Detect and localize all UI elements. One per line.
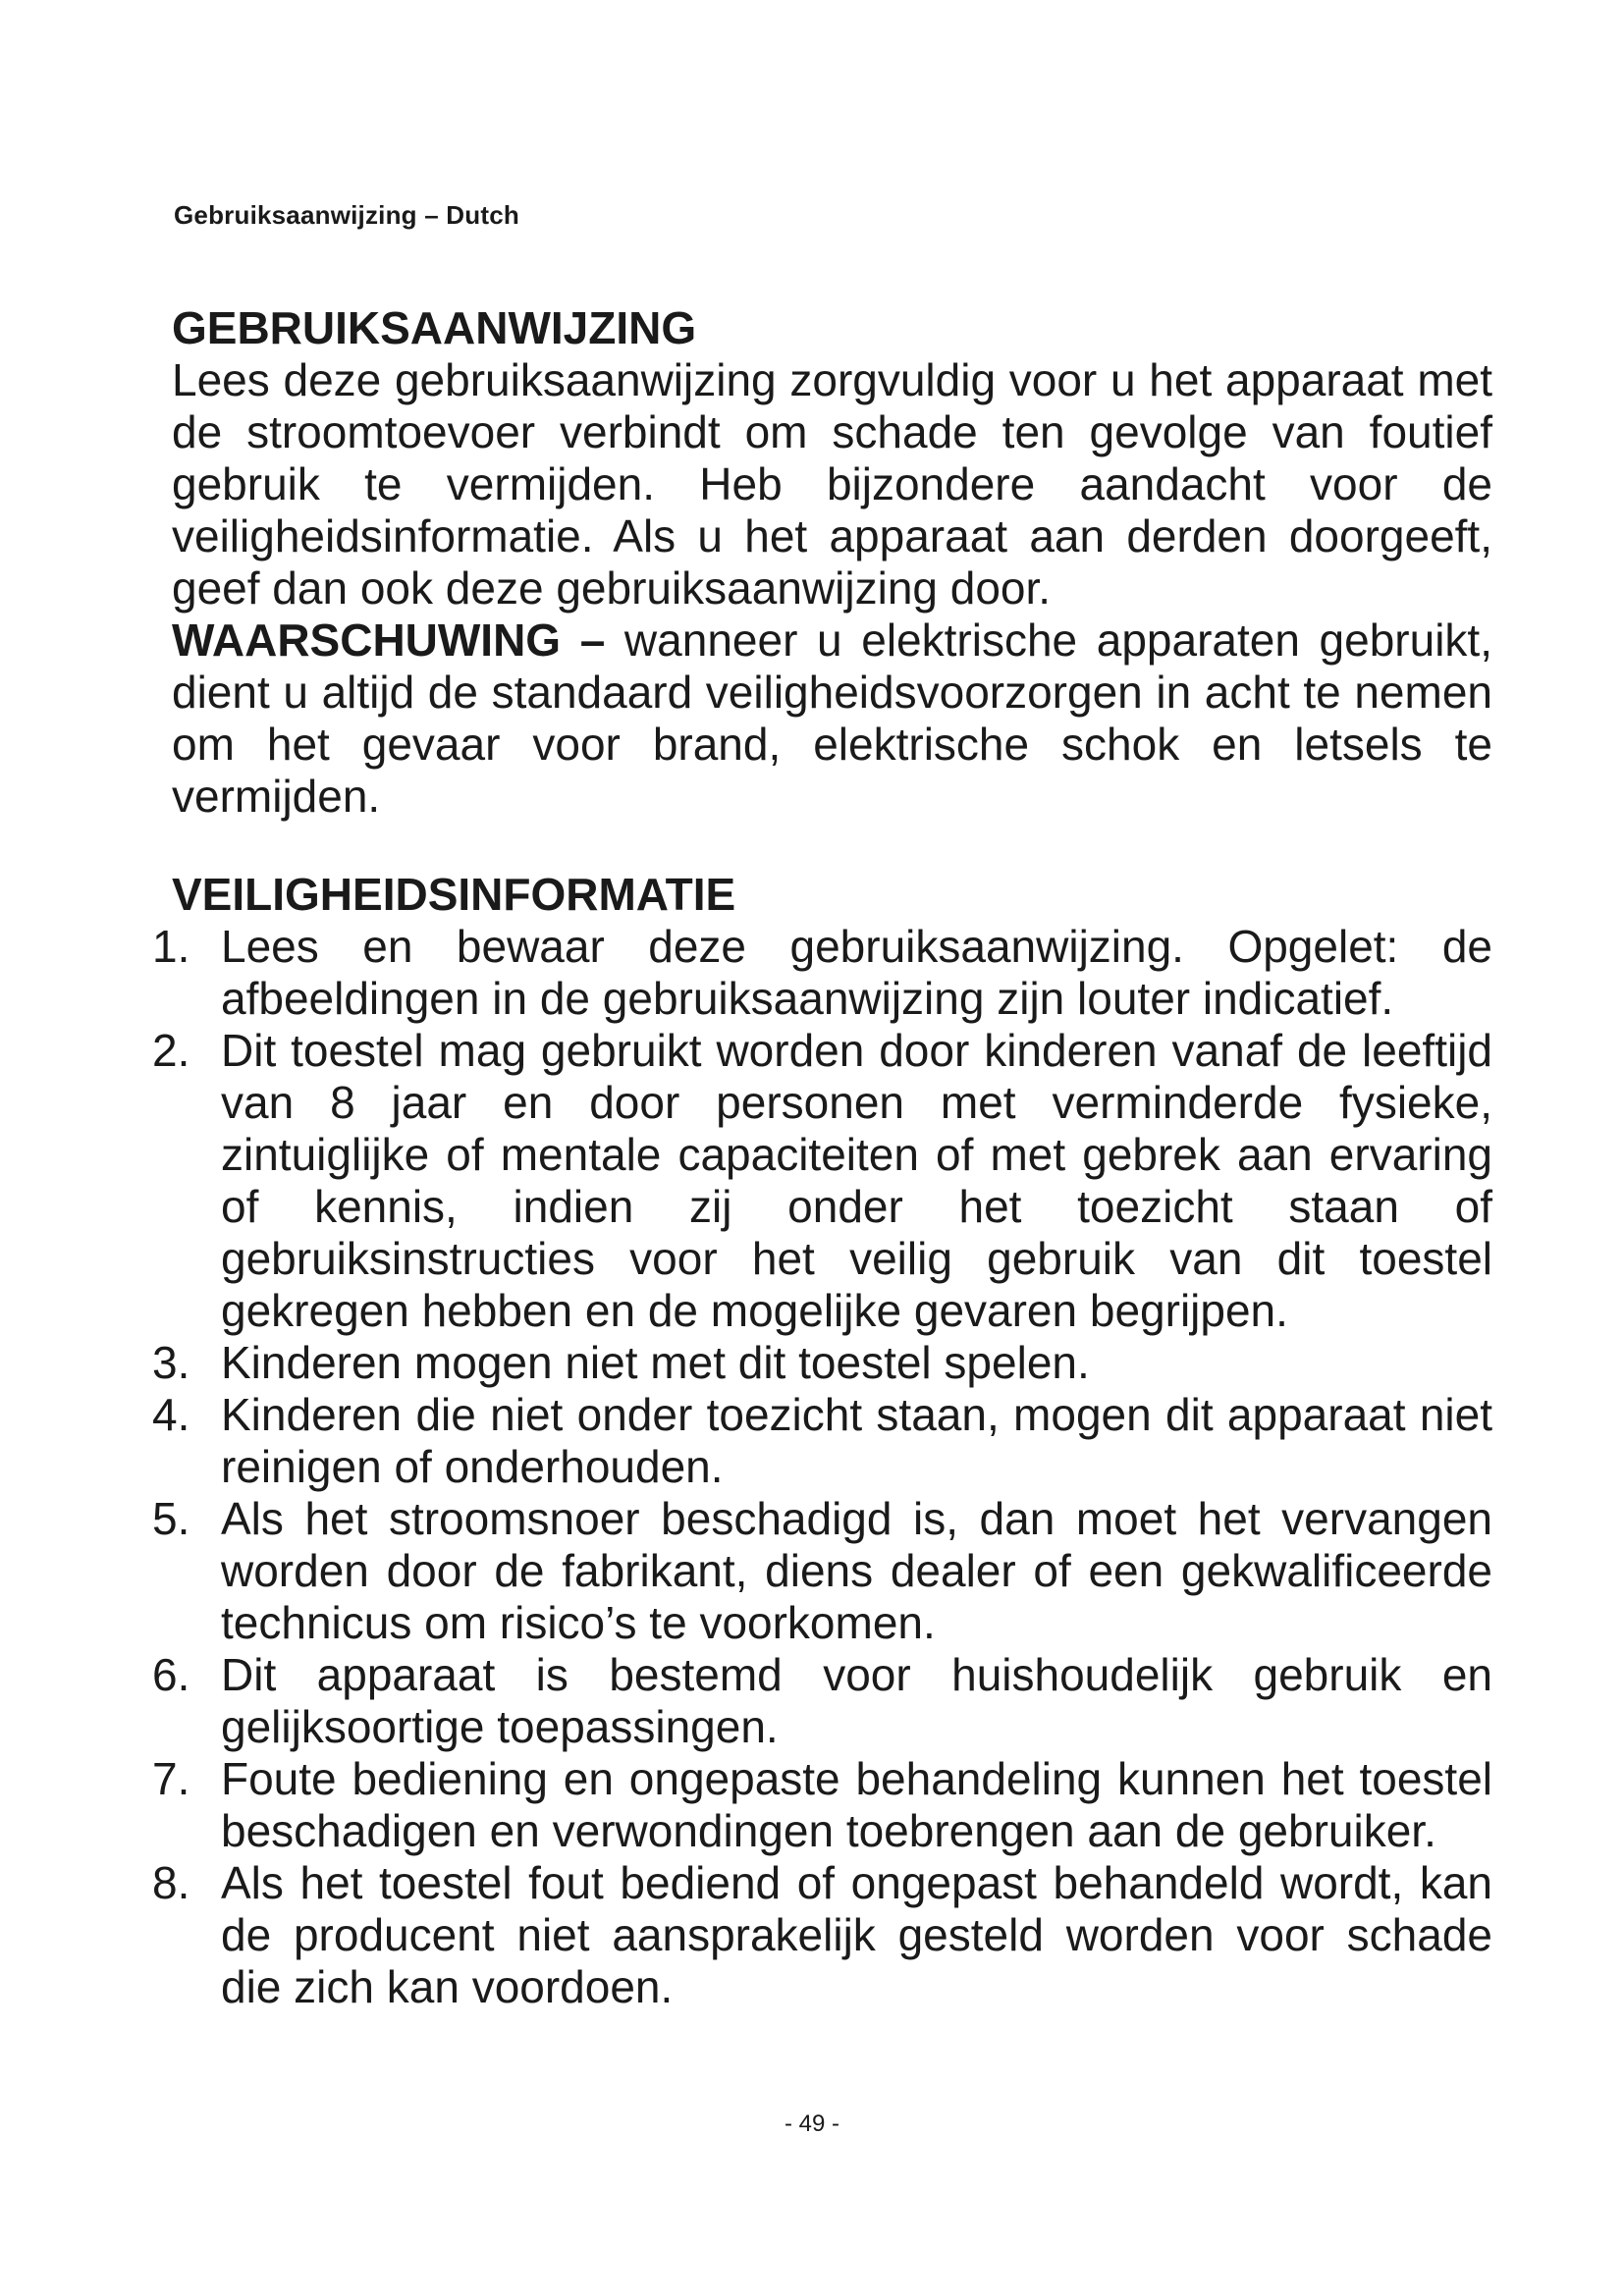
- list-item-text: Dit toestel mag gebruikt worden door kinderen vanaf de leeftijd van 8 jaar en door personen met verminderde fysieke, zintuiglijke of mentale capaciteiten of met gebrek aan ervaring of kennis, indien zij onder het toezicht staan of gebruiksinstructies voor het veilig gebruik van dit toestel gekregen hebben en de mogelijke gevaren begrijpen.: [221, 1025, 1492, 1336]
- list-item-number: 8.: [152, 1857, 190, 1908]
- list-item-text: Als het toestel fout bediend of ongepast behandeld wordt, kan de producent niet aansprakelijk gesteld worden voor schade die zich kan voordoen.: [221, 1857, 1492, 2012]
- list-item: [152, 1337, 1492, 1389]
- list-item: [152, 1649, 1492, 1753]
- section-heading-veiligheidsinformatie: VEILIGHEIDSINFORMATIE: [172, 869, 736, 920]
- list-item: [152, 1493, 1492, 1649]
- list-item-number: 3.: [152, 1337, 190, 1388]
- list-item-text: Kinderen die niet onder toezicht staan, mogen dit apparaat niet reinigen of onderhouden.: [221, 1389, 1492, 1492]
- page-number: - 49 -: [784, 2110, 839, 2137]
- warning-paragraph: [172, 614, 1492, 823]
- list-item: [152, 1753, 1492, 1857]
- section-instructions: [172, 302, 1492, 823]
- section-safety-information: [152, 869, 1492, 2013]
- list-item-text: Kinderen mogen niet met dit toestel spelen.: [221, 1337, 1090, 1388]
- list-item-text: Lees en bewaar deze gebruiksaanwijzing. Opgelet: de afbeeldingen in de gebruiksaanwijzing zijn louter indicatief.: [221, 921, 1492, 1024]
- list-item-number: 2.: [152, 1025, 190, 1076]
- list-item-number: 1.: [152, 921, 190, 972]
- list-item-text: Foute bediening en ongepaste behandeling kunnen het toestel beschadigen en verwondingen toebrengen aan de gebruiker.: [221, 1753, 1492, 1856]
- list-item-number: 6.: [152, 1649, 190, 1700]
- list-item: [152, 1389, 1492, 1493]
- list-item-number: 4.: [152, 1389, 190, 1440]
- section-heading-gebruiksaanwijzing: GEBRUIKSAANWIJZING: [172, 302, 697, 353]
- list-item: [152, 921, 1492, 1025]
- list-item-number: 7.: [152, 1753, 190, 1804]
- list-item-number: 5.: [152, 1493, 190, 1544]
- list-item: [152, 1857, 1492, 2013]
- list-item-text: Dit apparaat is bestemd voor huishoudelijk gebruik en gelijksoortige toepassingen.: [221, 1649, 1492, 1752]
- list-item: [152, 1025, 1492, 1337]
- intro-paragraph: Lees deze gebruiksaanwijzing zorgvuldig voor u het apparaat met de stroomtoevoer verbindt om schade ten gevolge van foutief gebruik te vermijden. Heb bijzondere aandacht voor de veiligheidsinformatie. Als u het apparaat aan derden doorgeeft, geef dan ook deze gebruiksaanwijzing door.: [172, 354, 1492, 614]
- warning-label: WAARSCHUWING –: [172, 614, 606, 666]
- safety-list: [152, 921, 1492, 2013]
- document-body: [152, 302, 1492, 2013]
- list-item-text: Als het stroomsnoer beschadigd is, dan moet het vervangen worden door de fabrikant, diens dealer of een gekwalificeerde technicus om risico’s te voorkomen.: [221, 1493, 1492, 1648]
- running-header: Gebruiksaanwijzing – Dutch: [174, 200, 519, 230]
- warning-text: wanneer u elektrische apparaten gebruikt, dient u altijd de standaard veiligheidsvoorzorgen in acht te nemen om het gevaar voor brand, elektrische schok en letsels te vermijden.: [172, 614, 1492, 822]
